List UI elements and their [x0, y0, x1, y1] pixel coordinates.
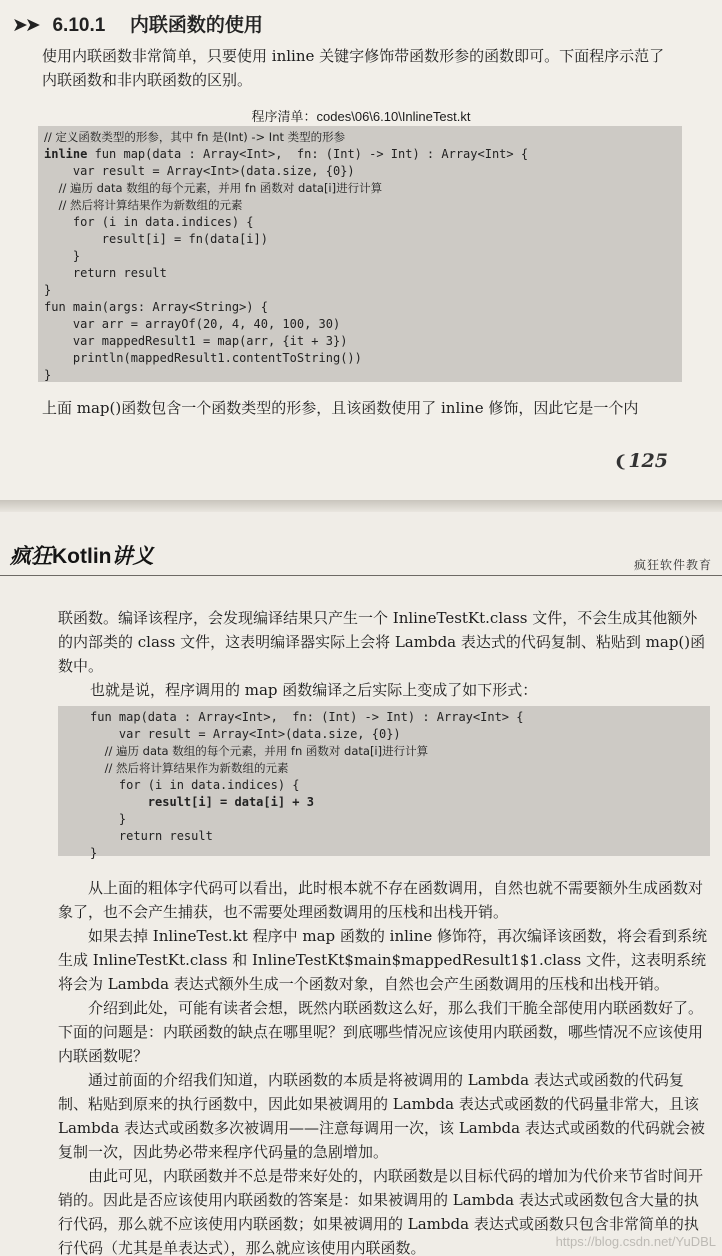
code-line [44, 146, 682, 163]
inline-keyword: inline [44, 147, 88, 161]
code-line-rest: fun map(data : Array<Int>, fn: (Int) -> Int) : Array<Int> { [87, 147, 529, 161]
code-line: // 然后将计算结果作为新数组的元素 [90, 761, 289, 775]
paragraph: 上面 map()函数包含一个函数类型的形参，且该函数使用了 inline 修饰，因此它是一个内 [42, 399, 639, 417]
code-line: result[i] = fn(data[i]) [44, 232, 268, 246]
intro-paragraph: 使用内联函数非常简单，只要使用 inline 关键字修饰带函数形参的函数即可。下面程序示范了内联函数和非内联函数的区别。 [42, 47, 665, 89]
code-line: fun map(data : Array<Int>, fn: (Int) -> Int) : Array<Int> { [90, 710, 524, 724]
publisher-label: 疯狂软件教育 [633, 558, 712, 572]
page-number [614, 450, 668, 472]
section-number: 6.10.1 [52, 15, 106, 36]
logo-text-b: Kotlin [52, 545, 112, 568]
section-heading [12, 10, 263, 37]
code-line: // 然后将计算结果作为新数组的元素 [44, 198, 243, 212]
code-line: } [44, 249, 81, 263]
code-line: } [44, 283, 52, 297]
header-divider [0, 575, 722, 576]
book-page-125 [0, 0, 722, 500]
paragraph: 联函数。编译该程序，会发现编译结果只产生一个 InlineTestKt.class 文件，不会生成其他额外的内部类的 class 文件，这表明编译器实际上会将 Lambda 表达式的代码复制、粘贴到 map()函数中。 [58, 609, 706, 675]
code-line: var result = Array<Int>(data.size, {0}) [44, 164, 355, 178]
watermark: https://blog.csdn.net/YuDBL [555, 1234, 716, 1249]
code-line-bold: result[i] = data[i] + 3 [90, 795, 314, 809]
page-number-value: 125 [628, 450, 668, 472]
code-line: } [44, 368, 52, 382]
paragraph: 也就是说，程序调用的 map 函数编译之后实际上变成了如下形式： [90, 681, 538, 699]
section-arrows-icon: ➤➤ [12, 14, 38, 36]
code-line: for (i in data.indices) { [90, 778, 300, 792]
logo-text-c: 讲义 [111, 544, 154, 568]
code-line: var result = Array<Int>(data.size, {0}) [90, 727, 401, 741]
logo-text-a: 疯狂 [10, 544, 52, 568]
code-line: println(mappedResult1.contentToString()) [44, 351, 362, 365]
code-line: return result [44, 266, 167, 280]
paragraph: 由此可见，内联函数并不总是带来好处的，内联函数是以目标代码的增加为代价来节省时间开销的。因此是否应该使用内联函数的答案是：如果被调用的 Lambda 表达式或函数包含大量的执行代码，那么就不应该使用内联函数；如果被调用的 Lambda 表达式或函数只包含非常简单的执行代码（尤其是单表达式），那么就应该使用内联函数。 [58, 1167, 704, 1256]
code-listing-inline-test [38, 126, 682, 382]
code-line: for (i in data.indices) { [44, 215, 254, 229]
book-page-126 [0, 512, 722, 1256]
code-line: return result [90, 829, 213, 843]
paragraph: 通过前面的介绍我们知道，内联函数的本质是将被调用的 Lambda 表达式或函数的代码复制、粘贴到原来的执行函数中，因此如果被调用的 Lambda 表达式或函数的代码量非常大，且该 Lambda 表达式或函数多次被调用——注意每调用一次，该 Lambda 表达式或函数的代码就会被复制一次，因此势必带来程序代码量的急剧增加。 [58, 1071, 705, 1161]
code-listing-compiled-map [58, 706, 710, 860]
section-title: 内联函数的使用 [129, 14, 263, 36]
paragraph: 介绍到此处，可能有读者会想，既然内联函数这么好，那么我们干脆全部使用内联函数好了。下面的问题是：内联函数的缺点在哪里呢？到底哪些情况应该使用内联函数，哪些情况不应该使用内联函数呢？ [58, 999, 704, 1065]
code-line: } [90, 846, 98, 860]
listing-title: 程序清单：codes\06\6.10\InlineTest.kt [251, 109, 471, 124]
code-line: // 遍历 data 数组的每个元素，并用 fn 函数对 data[i]进行计算 [90, 744, 429, 758]
paragraph: 如果去掉 InlineTest.kt 程序中 map 函数的 inline 修饰符，再次编译该函数，将会看到系统生成 InlineTestKt.class 和 InlineTestKt$main$mappedResult1$1.class 文件，这表明系统将会为 Lambda 表达式额外生成一个函数对象，自然也会产生函数调用的压栈和出栈开销。 [58, 927, 708, 993]
code-line: var arr = arrayOf(20, 4, 40, 100, 30) [44, 317, 341, 331]
book-logo [10, 540, 153, 570]
page-gap [0, 500, 722, 512]
code-line: // 定义函数类型的形参，其中 fn 是(Int) -> Int 类型的形参 [44, 130, 346, 144]
code-line: // 遍历 data 数组的每个元素，并用 fn 函数对 data[i]进行计算 [44, 181, 383, 195]
page-number-mark-icon: ❨ [613, 452, 628, 471]
code-line: var mappedResult1 = map(arr, {it + 3}) [44, 334, 348, 348]
code-line: fun main(args: Array<String>) { [44, 300, 268, 314]
code-line: } [90, 812, 127, 826]
paragraph: 从上面的粗体字代码可以看出，此时根本就不存在函数调用，自然也就不需要额外生成函数对象了，也不会产生捕获，也不需要处理函数调用的压栈和出栈开销。 [58, 879, 704, 921]
